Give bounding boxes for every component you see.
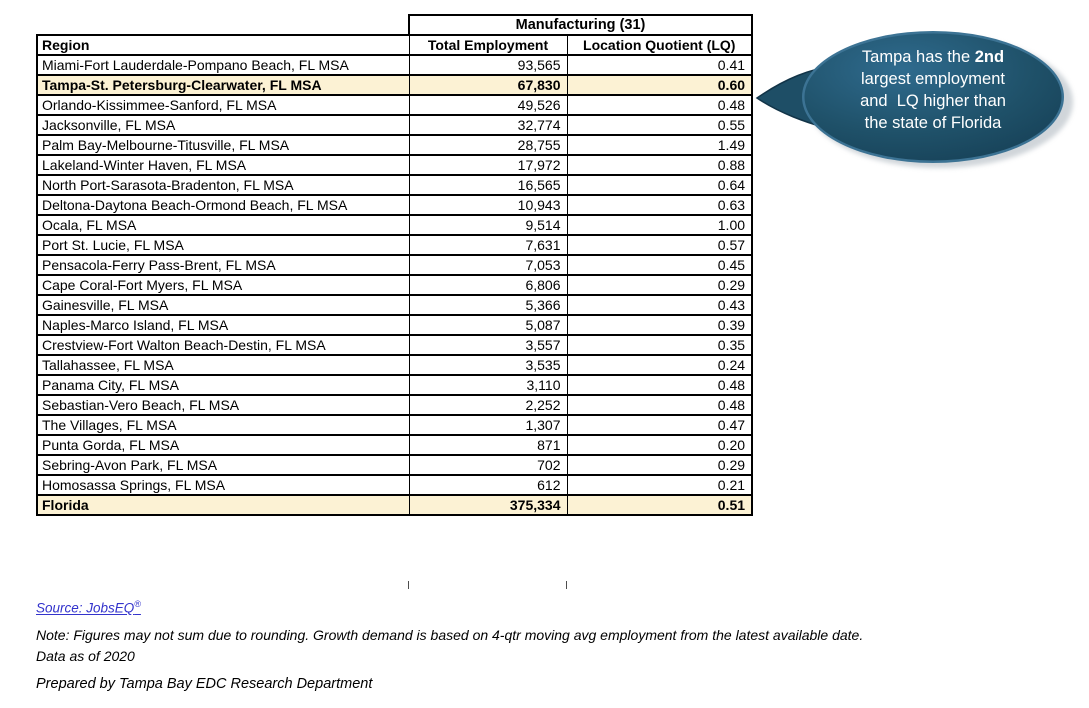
lq-cell: 0.39 xyxy=(567,315,752,335)
lq-cell: 0.24 xyxy=(567,355,752,375)
table-row xyxy=(37,115,752,135)
employment-cell: 5,366 xyxy=(409,295,567,315)
table-row xyxy=(37,235,752,255)
lq-cell: 0.21 xyxy=(567,475,752,495)
data-as-of-text: Data as of 2020 xyxy=(36,647,135,664)
gridline-stub xyxy=(566,581,567,589)
employment-cell: 10,943 xyxy=(409,195,567,215)
employment-cell: 375,334 xyxy=(409,495,567,515)
table-row xyxy=(37,135,752,155)
region-cell: Palm Bay-Melbourne-Titusville, FL MSA xyxy=(37,135,409,155)
table-row xyxy=(37,395,752,415)
table-row xyxy=(37,75,752,95)
table-row xyxy=(37,295,752,315)
blank-corner-cell xyxy=(37,15,409,35)
employment-cell: 16,565 xyxy=(409,175,567,195)
table-row xyxy=(37,455,752,475)
source-registered-mark: ® xyxy=(134,599,141,609)
lq-cell: 0.88 xyxy=(567,155,752,175)
lq-cell: 0.29 xyxy=(567,455,752,475)
gridline-stub xyxy=(408,581,409,589)
region-cell: Crestview-Fort Walton Beach-Destin, FL MSA xyxy=(37,335,409,355)
table-row xyxy=(37,315,752,335)
employment-cell: 3,110 xyxy=(409,375,567,395)
region-cell: Jacksonville, FL MSA xyxy=(37,115,409,135)
lq-cell: 0.41 xyxy=(567,55,752,75)
region-cell: Sebring-Avon Park, FL MSA xyxy=(37,455,409,475)
table-row xyxy=(37,215,752,235)
employment-cell: 1,307 xyxy=(409,415,567,435)
employment-cell: 3,557 xyxy=(409,335,567,355)
region-cell: Lakeland-Winter Haven, FL MSA xyxy=(37,155,409,175)
table-row xyxy=(37,335,752,355)
region-cell: Deltona-Daytona Beach-Ormond Beach, FL MSA xyxy=(37,195,409,215)
region-cell: Naples-Marco Island, FL MSA xyxy=(37,315,409,335)
callout-line1-prefix: Tampa has the xyxy=(861,48,975,66)
column-header-region: Region xyxy=(37,35,409,55)
table-body xyxy=(37,55,752,515)
region-cell: Sebastian-Vero Beach, FL MSA xyxy=(37,395,409,415)
lq-cell: 0.47 xyxy=(567,415,752,435)
lq-cell: 0.29 xyxy=(567,275,752,295)
table-row xyxy=(37,175,752,195)
lq-cell: 0.63 xyxy=(567,195,752,215)
msa-employment-table xyxy=(36,14,753,516)
table-row xyxy=(37,415,752,435)
table-row xyxy=(37,435,752,455)
region-cell: Tampa-St. Petersburg-Clearwater, FL MSA xyxy=(37,75,409,95)
note-text: Note: Figures may not sum due to rounding. Growth demand is based on 4-qtr moving avg employment from the latest available date. xyxy=(36,626,864,643)
lq-cell: 0.51 xyxy=(567,495,752,515)
callout-line-1 xyxy=(813,46,1053,68)
region-cell: Punta Gorda, FL MSA xyxy=(37,435,409,455)
region-cell: Miami-Fort Lauderdale-Pompano Beach, FL MSA xyxy=(37,55,409,75)
table-row xyxy=(37,55,752,75)
prepared-by-text: Prepared by Tampa Bay EDC Research Department xyxy=(36,675,373,692)
employment-cell: 9,514 xyxy=(409,215,567,235)
lq-cell: 1.00 xyxy=(567,215,752,235)
table-row xyxy=(37,195,752,215)
column-header-row xyxy=(37,35,752,55)
region-cell: North Port-Sarasota-Bradenton, FL MSA xyxy=(37,175,409,195)
callout-text xyxy=(813,46,1053,134)
employment-cell: 67,830 xyxy=(409,75,567,95)
employment-cell: 49,526 xyxy=(409,95,567,115)
lq-cell: 0.57 xyxy=(567,235,752,255)
region-cell: Homosassa Springs, FL MSA xyxy=(37,475,409,495)
table-row xyxy=(37,495,752,515)
lq-cell: 0.55 xyxy=(567,115,752,135)
callout-line-3: and LQ higher than xyxy=(860,92,1006,110)
region-cell: Tallahassee, FL MSA xyxy=(37,355,409,375)
region-cell: The Villages, FL MSA xyxy=(37,415,409,435)
employment-cell: 3,535 xyxy=(409,355,567,375)
employment-cell: 702 xyxy=(409,455,567,475)
callout-line-2: largest employment xyxy=(861,70,1005,88)
source-link-text: Source: JobsEQ xyxy=(36,600,135,616)
lq-cell: 1.49 xyxy=(567,135,752,155)
employment-cell: 7,631 xyxy=(409,235,567,255)
employment-cell: 612 xyxy=(409,475,567,495)
table-row xyxy=(37,355,752,375)
lq-cell: 0.48 xyxy=(567,395,752,415)
table-row xyxy=(37,155,752,175)
lq-cell: 0.43 xyxy=(567,295,752,315)
table-row xyxy=(37,255,752,275)
region-cell: Panama City, FL MSA xyxy=(37,375,409,395)
region-cell: Gainesville, FL MSA xyxy=(37,295,409,315)
table-row xyxy=(37,275,752,295)
lq-cell: 0.20 xyxy=(567,435,752,455)
employment-cell: 7,053 xyxy=(409,255,567,275)
table-row xyxy=(37,375,752,395)
employment-cell: 5,087 xyxy=(409,315,567,335)
footer-notes xyxy=(36,599,1056,692)
region-cell: Florida xyxy=(37,495,409,515)
lq-cell: 0.48 xyxy=(567,375,752,395)
region-cell: Port St. Lucie, FL MSA xyxy=(37,235,409,255)
group-header-row xyxy=(37,15,752,35)
employment-cell: 871 xyxy=(409,435,567,455)
group-header-manufacturing: Manufacturing (31) xyxy=(409,15,752,35)
lq-cell: 0.48 xyxy=(567,95,752,115)
table-row xyxy=(37,475,752,495)
region-cell: Cape Coral-Fort Myers, FL MSA xyxy=(37,275,409,295)
employment-cell: 32,774 xyxy=(409,115,567,135)
table-row xyxy=(37,95,752,115)
employment-cell: 2,252 xyxy=(409,395,567,415)
source-link[interactable] xyxy=(36,599,141,616)
employment-cell: 28,755 xyxy=(409,135,567,155)
callout-line1-bold: 2nd xyxy=(974,48,1005,66)
region-cell: Pensacola-Ferry Pass-Brent, FL MSA xyxy=(37,255,409,275)
lq-cell: 0.45 xyxy=(567,255,752,275)
region-cell: Ocala, FL MSA xyxy=(37,215,409,235)
column-header-total-employment: Total Employment xyxy=(409,35,567,55)
region-cell: Orlando-Kissimmee-Sanford, FL MSA xyxy=(37,95,409,115)
employment-cell: 6,806 xyxy=(409,275,567,295)
employment-cell: 17,972 xyxy=(409,155,567,175)
employment-cell: 93,565 xyxy=(409,55,567,75)
lq-cell: 0.35 xyxy=(567,335,752,355)
lq-cell: 0.60 xyxy=(567,75,752,95)
callout-line-4: the state of Florida xyxy=(864,114,1002,132)
lq-cell: 0.64 xyxy=(567,175,752,195)
column-header-location-quotient: Location Quotient (LQ) xyxy=(567,35,752,55)
